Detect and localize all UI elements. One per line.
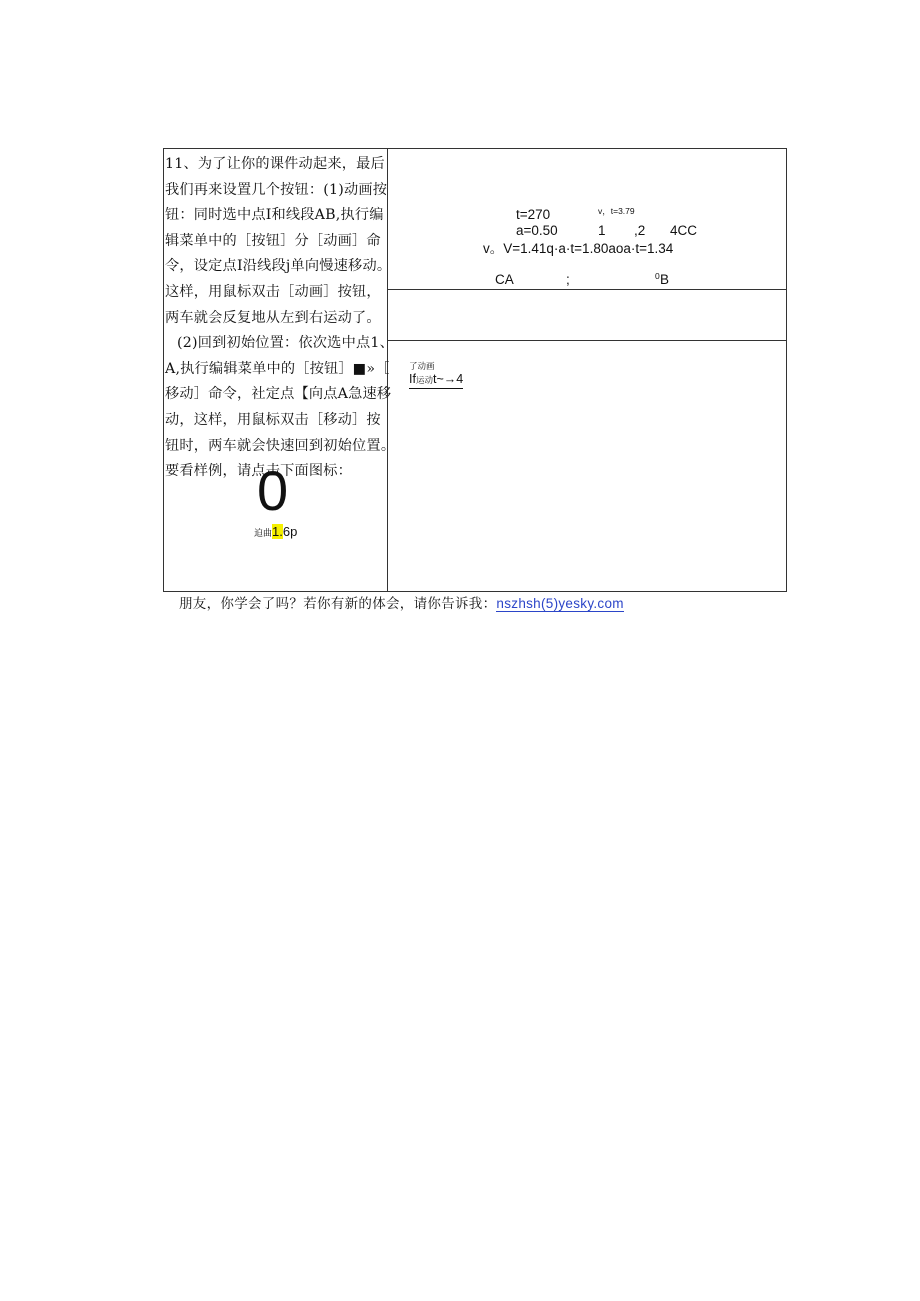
footer-text: 朋友，你学会了吗？若你有新的体会，请你告诉我： [179, 596, 497, 612]
formula-rest: t~→4 [432, 372, 464, 386]
lesson-table [163, 148, 787, 592]
empty-cell [388, 290, 786, 341]
instruction-line: 移动］命令，社定点【向点A急速移 [165, 386, 392, 403]
point-label-ca: CA [495, 272, 514, 287]
caption-small-text: 迫曲 [254, 528, 273, 538]
readout-mid-3: 4CC [670, 223, 698, 238]
a-value: a=0.50 [516, 223, 558, 238]
animation-button[interactable] [409, 372, 463, 389]
instruction-line: 动，这样，用鼠标双击［移动］按 [165, 411, 381, 428]
instruction-line: 辑菜单中的［按钮］分［动画］命 [165, 232, 381, 249]
caption-highlight-text: 1. [272, 524, 283, 539]
readout-mid-2: ,2 [634, 223, 646, 238]
formula-prefix: If [409, 372, 416, 386]
instruction-line: 两车就会反复地从左到右运动了。 [165, 309, 381, 326]
animation-cell [388, 341, 786, 591]
instruction-line: 钮：同时选中点I和线段AB,执行编 [165, 207, 384, 224]
sample-link-icon[interactable]: 0 [257, 459, 289, 522]
instruction-line: A,执行编辑菜单中的［按钮］■»［ [165, 360, 390, 377]
instruction-line: 这样，用鼠标双击［动画］按钮， [165, 283, 381, 300]
instruction-line: 令，设定点I沿线段j单向慢速移动。 [165, 258, 392, 275]
instruction-line: 我们再来设置几个按钮：(1)动画按 [165, 181, 388, 198]
point-label-separator: ; [566, 272, 570, 287]
formula-small: 运动 [415, 375, 433, 385]
t-value: t=270 [516, 207, 551, 222]
caption-rest-text: 6p [282, 524, 298, 539]
readout-mid-1: 1 [598, 223, 606, 238]
email-link[interactable]: nszhsh(5)yesky.com [496, 596, 624, 611]
instruction-line: 11、为了让你的课件动起来，最后 [165, 156, 385, 172]
footer-note [179, 595, 624, 613]
point-label-b-superscript: 0 [655, 271, 660, 281]
instruction-line: (2)回到初始位置：依次选中点1、 [177, 335, 394, 352]
instructions-text [165, 152, 396, 485]
sample-icon-caption[interactable] [254, 524, 297, 541]
instruction-line: 钮时，两车就会快速回到初始位置。 [165, 437, 396, 454]
v-equation-line: v。V=1.41q·a·t=1.80aoa·t=1.34 [483, 241, 674, 256]
instruction-line: 要看样例，请点击下面图标： [165, 463, 353, 480]
point-label-b: B [660, 272, 670, 287]
animation-label: 了动画 [409, 361, 435, 371]
figure-readout-cell [388, 149, 786, 290]
v-small-value: v，t=3.79 [598, 206, 635, 216]
instructions-cell [164, 149, 396, 591]
